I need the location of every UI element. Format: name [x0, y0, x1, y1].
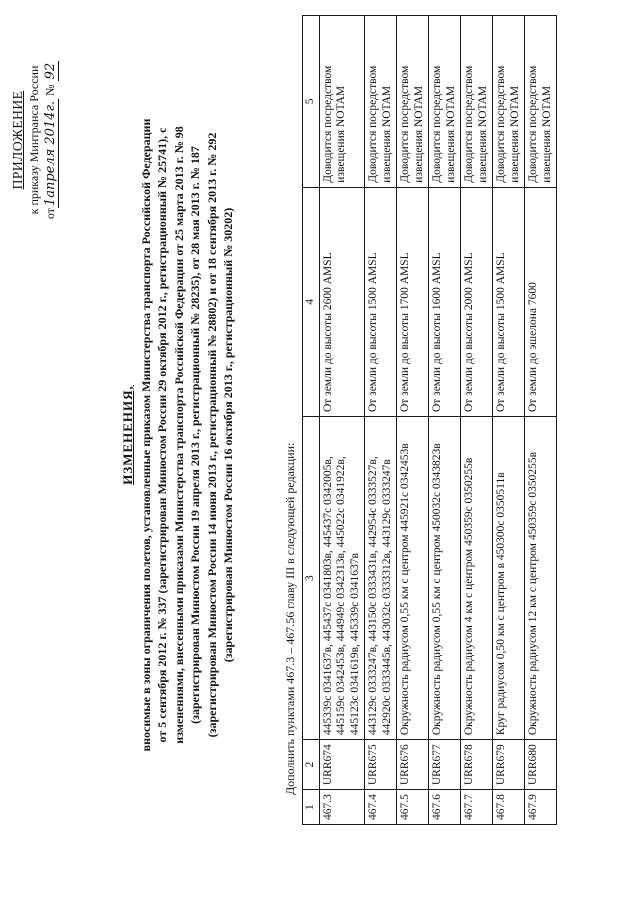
zone-code: URR678 — [461, 740, 493, 790]
altitude-limits: От земли до высоты 1500 AMSL — [493, 187, 525, 416]
table-row — [365, 16, 397, 825]
header-cell: 3 — [303, 417, 320, 740]
item-number: 467.5 — [397, 790, 429, 825]
header-cell: 1 — [303, 790, 320, 825]
appendix-date-line — [42, 20, 59, 260]
table-row — [319, 16, 365, 825]
table-row — [461, 16, 493, 825]
handwritten-number: 92 — [43, 62, 58, 80]
zone-code: URR675 — [365, 740, 397, 790]
zone-boundary: Круг радиусом 0,50 км с центром в 450300с 0350511в — [493, 417, 525, 740]
table-row — [493, 16, 525, 825]
zone-boundary: Окружность радиусом 0,55 км с центром 450032с 0343823в — [429, 417, 461, 740]
item-number: 467.9 — [525, 790, 557, 825]
heading-line: изменениями, внесенными приказами Министерства транспорта Российской Федерации от 25 марта 2013 г. № 98 — [171, 126, 186, 744]
changes-table — [302, 15, 557, 825]
date-prefix: от — [43, 208, 57, 220]
appendix-block — [10, 20, 59, 260]
zone-boundary: Окружность радиусом 0,55 км с центром 445921с 0342453в — [397, 417, 429, 740]
zone-boundary: Окружность радиусом 4 км с центром 450359с 0350255в — [461, 417, 493, 740]
zone-code: URR679 — [493, 740, 525, 790]
zone-code: URR677 — [429, 740, 461, 790]
table-row — [397, 16, 429, 825]
header-cell: 4 — [303, 187, 320, 416]
altitude-limits: От земли до эшелона 7600 — [525, 187, 557, 416]
notice-method: Доводится посредством извещения NOTAM — [397, 16, 429, 188]
altitude-limits: От земли до высоты 2600 AMSL — [319, 187, 365, 416]
notice-method: Доводится посредством извещения NOTAM — [429, 16, 461, 188]
heading-line: (зарегистрирован Минюстом России 14 июня 2013 г., регистрационный № 28802) и от 18 сентября 2013 г. № 292 — [204, 132, 219, 738]
zone-boundary: 443129с 0333247в, 443150с 0333431в, 442954с 0333527в, 442920с 0333445в, 443032с 0333312в, 443129с 0333247в — [365, 417, 397, 740]
table-row — [429, 16, 461, 825]
item-number: 467.4 — [365, 790, 397, 825]
header-cell: 2 — [303, 740, 320, 790]
handwritten-date: 1апреля 2014г. — [43, 100, 58, 207]
intro-text: Дополнить пунктами 467.3 – 467.56 главу III в следующей редакции: — [283, 442, 297, 795]
heading-line: вносимые в зоны ограничения полетов, установленные приказом Министерства транспорта Российской Федерации — [138, 118, 153, 752]
appendix-title: ПРИЛОЖЕНИЕ — [10, 90, 25, 190]
heading-title: ИЗМЕНЕНИЯ, — [120, 385, 135, 485]
heading-line: от 5 сентября 2012 г. № 337 (зарегистрирован Минюстом России 29 октября 2012 г., регистрационный № 25741), с — [155, 127, 169, 743]
table-header-row — [303, 16, 320, 825]
heading-line: (зарегистрирован Минюстом России 19 апреля 2013 г., регистрационный № 28235), от 28 мая 2013 г. № 187 — [188, 146, 202, 724]
table-row — [525, 16, 557, 825]
altitude-limits: От земли до высоты 2000 AMSL — [461, 187, 493, 416]
notice-method: Доводится посредством извещения NOTAM — [365, 16, 397, 188]
zone-code: URR680 — [525, 740, 557, 790]
document-heading — [120, 25, 237, 845]
item-number: 467.8 — [493, 790, 525, 825]
appendix-order-line: к приказу Минтранса России — [27, 65, 41, 215]
notice-method: Доводится посредством извещения NOTAM — [319, 16, 365, 188]
item-number: 467.6 — [429, 790, 461, 825]
altitude-limits: От земли до высоты 1700 AMSL — [397, 187, 429, 416]
item-number: 467.3 — [319, 790, 365, 825]
header-cell: 5 — [303, 16, 320, 188]
zone-code: URR676 — [397, 740, 429, 790]
notice-method: Доводится посредством извещения NOTAM — [493, 16, 525, 188]
notice-method: Доводится посредством извещения NOTAM — [461, 16, 493, 188]
notice-method: Доводится посредством извещения NOTAM — [525, 16, 557, 188]
altitude-limits: От земли до высоты 1500 AMSL — [365, 187, 397, 416]
heading-line: (зарегистрирован Минюстом России 16 октября 2013 г., регистрационный № 30202) — [221, 207, 235, 663]
zone-boundary: 445339с 0341637в, 445437с 0341803в, 445437с 0342005в, 445159с 0342453в, 444949с 0342313в, 445022с 0341922в, 445123с 0341619в, 445339с 0341637в — [319, 417, 365, 740]
zone-boundary: Окружность радиусом 12 км с центром 450359с 0350255в — [525, 417, 557, 740]
zone-code: URR674 — [319, 740, 365, 790]
item-number: 467.7 — [461, 790, 493, 825]
number-label: № — [43, 84, 57, 96]
altitude-limits: От земли до высоты 1600 AMSL — [429, 187, 461, 416]
